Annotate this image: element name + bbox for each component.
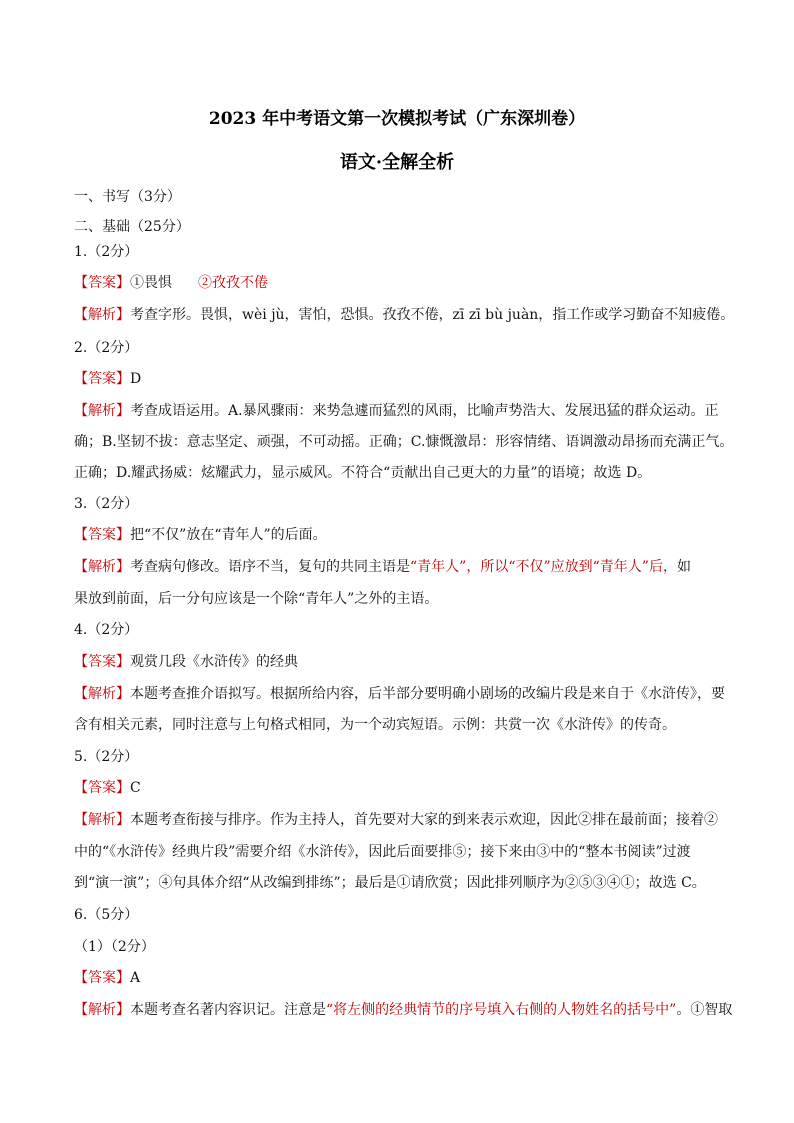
analysis-tag: 【解析】 bbox=[74, 403, 130, 419]
analysis-text: 正确；D.耀武扬威：炫耀武力，显示威风。不符合“贡献出自己更大的力量”的语境；故选 D。 bbox=[74, 465, 652, 481]
answer-text: C bbox=[130, 780, 141, 796]
answer-text: A bbox=[130, 970, 141, 986]
question-number-3: 3.（2分） bbox=[74, 496, 139, 512]
analysis-tag: 【解析】 bbox=[74, 559, 130, 575]
section-heading-basics: 二、基础（25分） bbox=[74, 219, 190, 235]
answer-text: 把“不仅”放在“青年人”的后面。 bbox=[130, 527, 327, 543]
analysis-tag: 【解析】 bbox=[74, 307, 130, 323]
question-number-6: 6.（5分） bbox=[74, 907, 139, 923]
analysis-text: 。①智取 bbox=[676, 1002, 733, 1018]
analysis-text: 本题考查衔接与排序。作为主持人，首先要对大家的到来表示欢迎，因此②排在最前面；接着② bbox=[130, 812, 718, 828]
analysis-tag: 【解析】 bbox=[74, 686, 130, 702]
analysis-text: 本题考查名著内容识记。注意是 bbox=[130, 1002, 326, 1018]
analysis-text: 确；B.坚韧不拔：意志坚定、顽强，不可动摇。正确；C.慷慨激昂：形容情绪、语调激动昂扬而充满正气。 bbox=[74, 434, 734, 450]
answer-line-6 bbox=[74, 968, 734, 988]
analysis-line-5 bbox=[74, 810, 734, 830]
analysis-text: “青年人”，所以“不仅”应放到“青年人”后， bbox=[410, 559, 677, 575]
analysis-text: 到“演一演”；④句具体介绍“从改编到排练”；最后是①请欣赏；因此排列顺序为②⑤③④①；故选 C。 bbox=[74, 875, 706, 891]
question-number-2: 2.（2分） bbox=[74, 340, 139, 356]
analysis-text: 本题考查推介语拟写。根据所给内容，后半部分要明确小剧场的改编片段是来自于《水浒传》，要 bbox=[130, 686, 725, 702]
answer-text: ②孜孜不倦 bbox=[198, 275, 268, 291]
analysis-text: 含有相关元素，同时注意与上句格式相同，为一个动宾短语。示例：共赏一次《水浒传》的传奇。 bbox=[74, 717, 676, 733]
analysis-line-6 bbox=[74, 1000, 734, 1020]
answer-tag: 【答案】 bbox=[74, 780, 130, 796]
answer-tag: 【答案】 bbox=[74, 527, 130, 543]
document-title: 2023 年中考语文第一次模拟考试（广东深圳卷） bbox=[208, 109, 586, 129]
analysis-tag: 【解析】 bbox=[74, 1002, 130, 1018]
analysis-line-3 bbox=[74, 557, 734, 577]
answer-line-4 bbox=[74, 652, 734, 672]
answer-line-5 bbox=[74, 778, 734, 798]
analysis-text: “将左侧的经典情节的序号填入右侧的人物姓名的括号中” bbox=[326, 1002, 677, 1018]
analysis-text: 考查成语运用。A.暴风骤雨：来势急遽而猛烈的风雨，比喻声势浩大、发展迅猛的群众运动。正 bbox=[130, 403, 719, 419]
answer-tag: 【答案】 bbox=[74, 275, 130, 291]
answer-text: D bbox=[130, 371, 142, 387]
analysis-line-4 bbox=[74, 684, 734, 704]
analysis-text: 中的“《水浒传》经典片段”需要介绍《水浒传》，因此后面要排⑤；接下来由③中的“整本书阅读”过渡 bbox=[74, 844, 691, 860]
document-subtitle: 语文·全解全析 bbox=[339, 152, 455, 173]
answer-line-1 bbox=[74, 273, 734, 293]
subquestion-number: （1）（2分） bbox=[74, 939, 155, 955]
question-number-4: 4.（2分） bbox=[74, 622, 139, 638]
analysis-text: 果放到前面，后一分句应该是一个除“青年人”之外的主语。 bbox=[74, 591, 439, 607]
analysis-line-2 bbox=[74, 401, 734, 421]
answer-text: 观赏几段《水浒传》的经典 bbox=[130, 654, 298, 670]
analysis-text: 考查字形。畏惧，wèi jù，害怕，恐惧。孜孜不倦，zī zī bù juàn，指工作或学习勤奋不知疲倦。 bbox=[130, 307, 735, 323]
analysis-tag: 【解析】 bbox=[74, 812, 130, 828]
answer-tag: 【答案】 bbox=[74, 654, 130, 670]
analysis-text: 如 bbox=[676, 559, 691, 575]
question-number-1: 1.（2分） bbox=[74, 244, 139, 260]
answer-line-3 bbox=[74, 525, 734, 545]
analysis-line-1 bbox=[74, 305, 734, 325]
question-number-5: 5.（2分） bbox=[74, 749, 139, 765]
answer-tag: 【答案】 bbox=[74, 371, 130, 387]
answer-text: ①畏惧 bbox=[130, 275, 172, 291]
answer-line-2 bbox=[74, 369, 734, 389]
section-heading-writing: 一、书写（3分） bbox=[74, 189, 181, 205]
analysis-text: 考查病句修改。语序不当，复句的共同主语是 bbox=[130, 559, 410, 575]
answer-tag: 【答案】 bbox=[74, 970, 130, 986]
